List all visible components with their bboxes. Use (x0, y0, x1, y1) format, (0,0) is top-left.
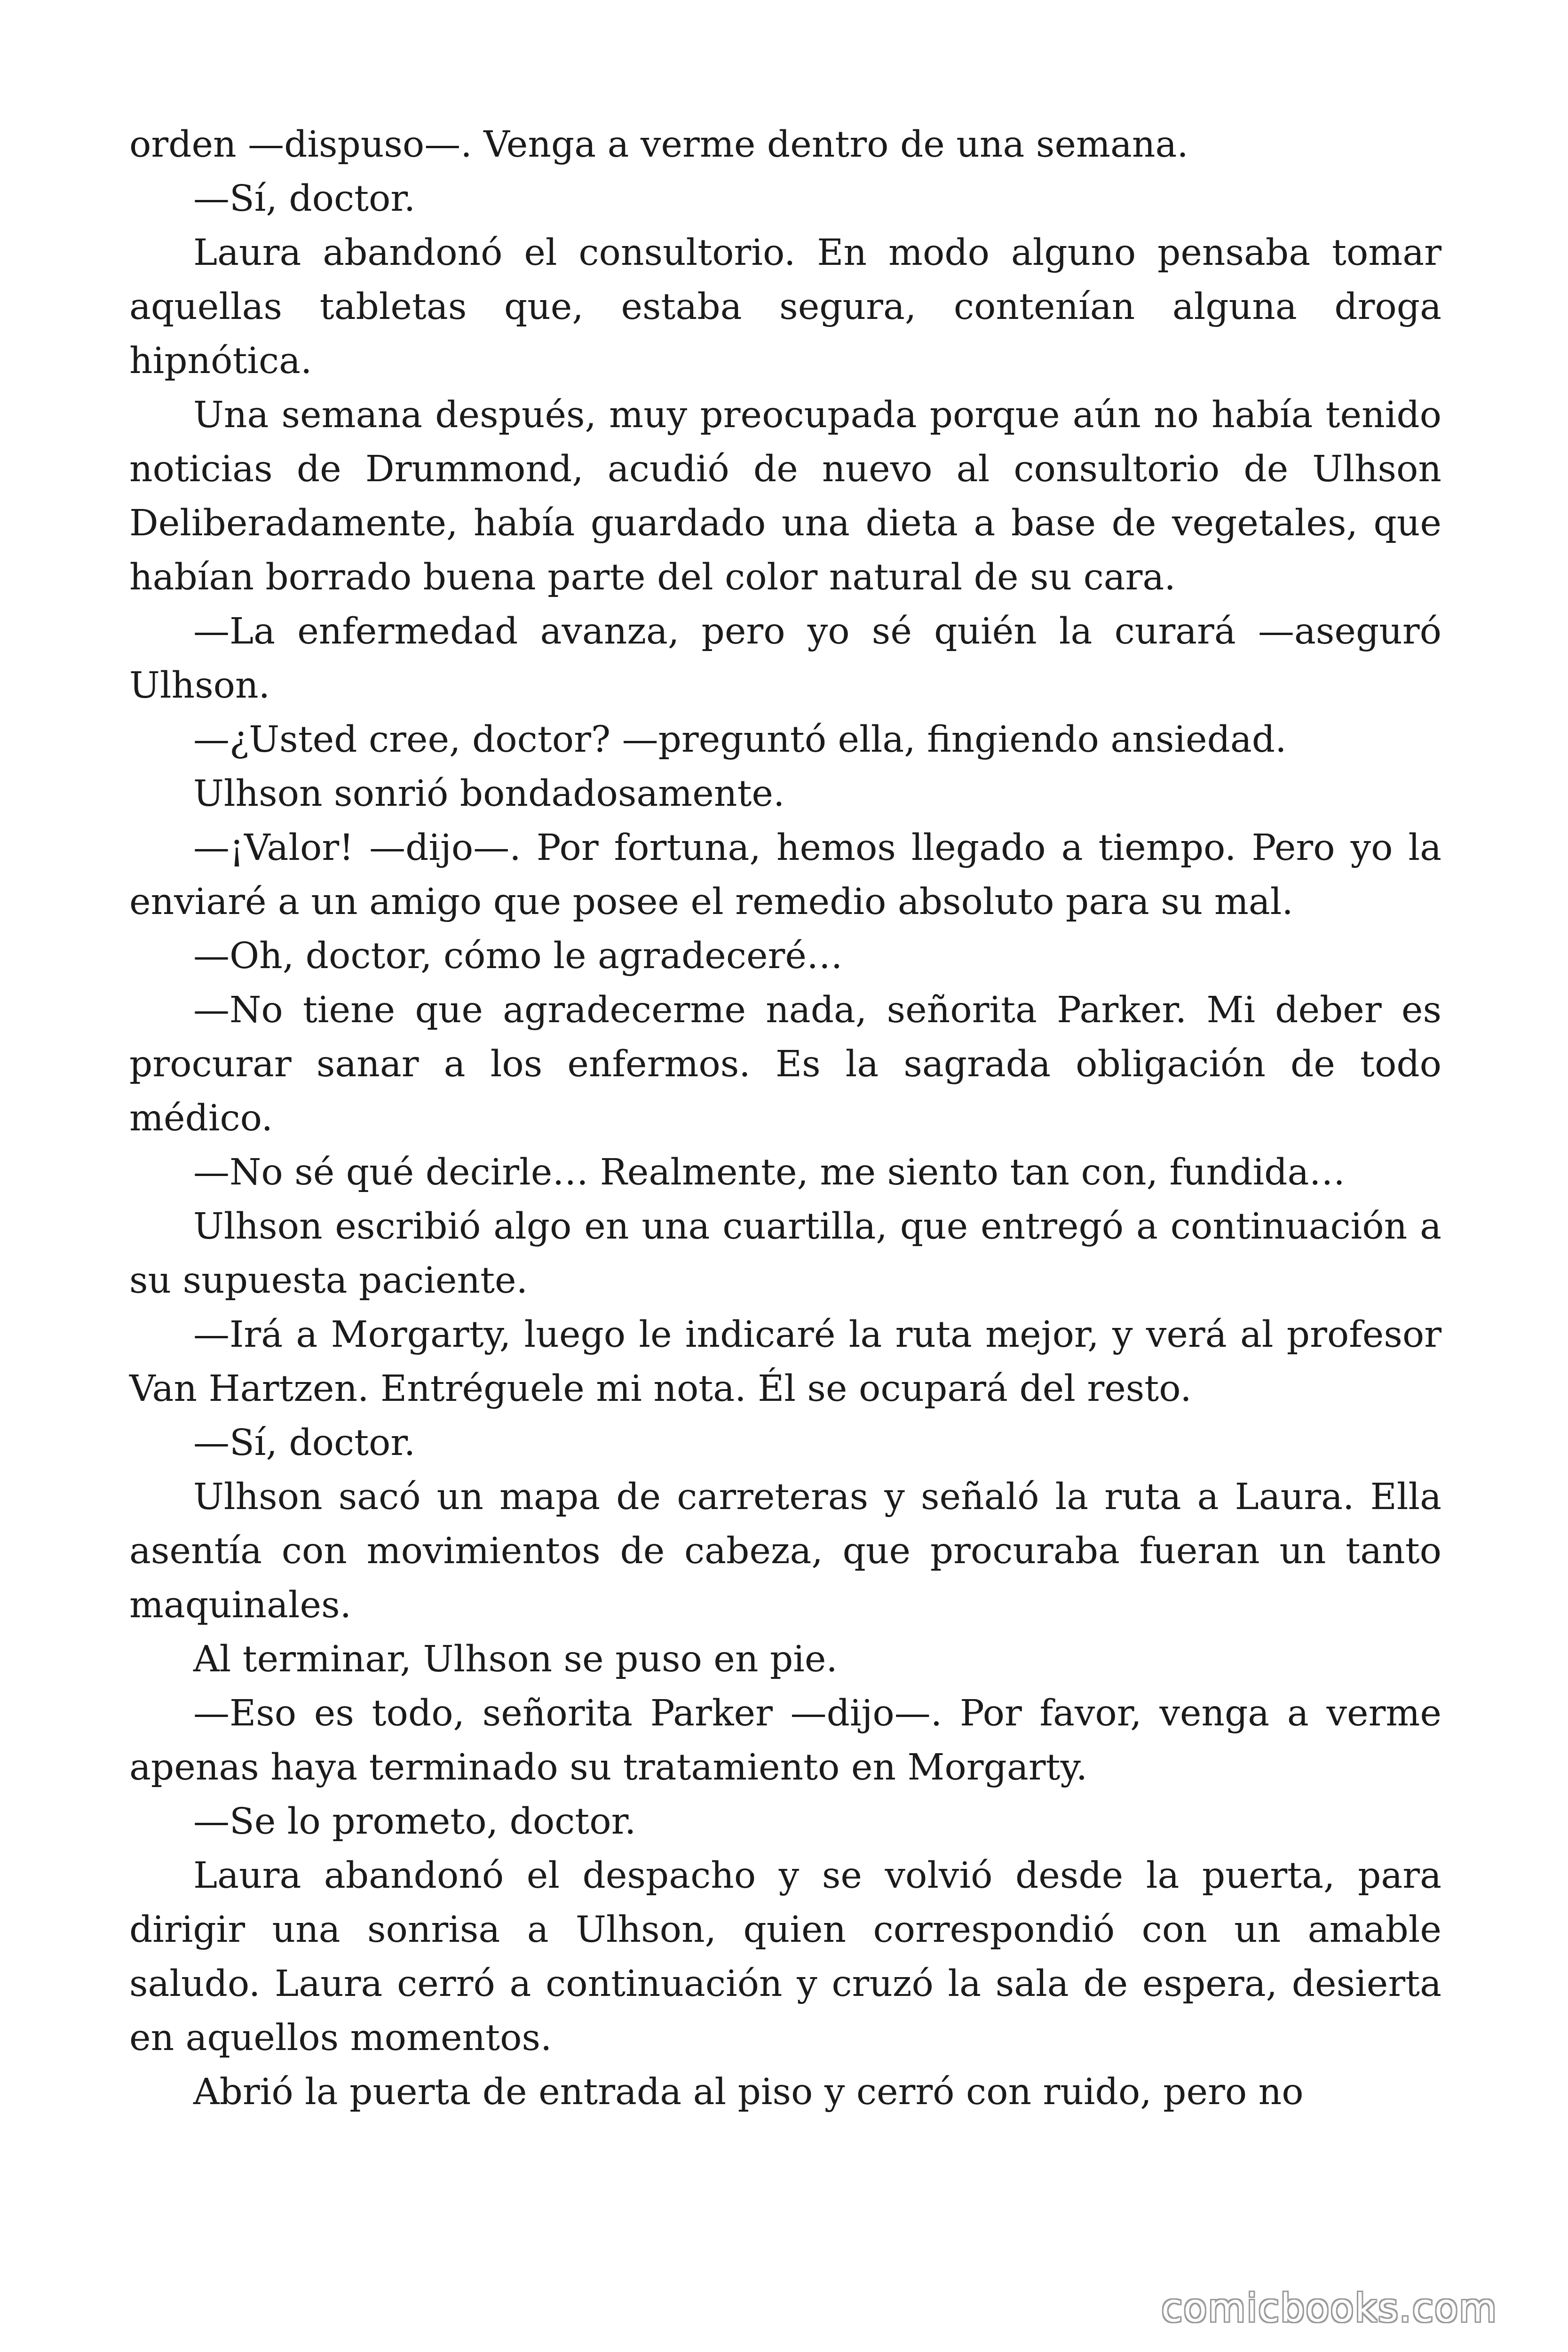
paragraph: —Oh, doctor, cómo le agradeceré… (193, 935, 843, 977)
paragraph: Laura abandonó el despacho y se volvió desde la puerta, para dirigir una sonrisa a Ulhson, quien correspondió con un amable saludo. Laura cerró a continuación y cruzó la sala de espera, desierta en aquellos momentos. (129, 1855, 1441, 2059)
watermark: comicbooks.com (1161, 2286, 1497, 2331)
paragraph: Ulhson escribió algo en una cuartilla, que entregó a continuación a su supuesta paciente. (129, 1206, 1441, 1302)
paragraph: Ulhson sacó un mapa de carreteras y señaló la ruta a Laura. Ella asentía con movimientos de cabeza, que procuraba fueran un tanto maquinales. (129, 1476, 1441, 1626)
paragraph: —Sí, doctor. (193, 178, 416, 220)
paragraph: Abrió la puerta de entrada al piso y cerró con ruido, pero no (193, 2071, 1304, 2113)
paragraph: —Eso es todo, señorita Parker —dijo—. Por favor, venga a verme apenas haya terminado su tratamiento en Morgarty. (129, 1692, 1441, 1788)
paragraph: —¡Valor! —dijo—. Por fortuna, hemos llegado a tiempo. Pero yo la enviaré a un amigo que posee el remedio absoluto para su mal. (129, 827, 1441, 923)
paragraph: —La enfermedad avanza, pero yo sé quién la curará —aseguró Ulhson. (129, 611, 1441, 707)
paragraph: —No tiene que agradecerme nada, señorita Parker. Mi deber es procurar sanar a los enfermos. Es la sagrada obligación de todo médico. (129, 989, 1441, 1139)
paragraph: Al terminar, Ulhson se puso en pie. (193, 1638, 838, 1680)
paragraph: orden —dispuso—. Venga a verme dentro de una semana. (129, 124, 1188, 166)
paragraph: Una semana después, muy preocupada porque aún no había tenido noticias de Drummond, acudió de nuevo al consultorio de Ulhson Deliberadamente, había guardado una dieta a base de vegetales, que habían borrado buena parte del color natural de su cara. (129, 394, 1441, 598)
paragraph: —Sí, doctor. (193, 1422, 416, 1464)
body-text (129, 118, 1441, 2119)
paragraph: —¿Usted cree, doctor? —preguntó ella, fingiendo ansiedad. (193, 719, 1287, 761)
paragraph: Laura abandonó el consultorio. En modo alguno pensaba tomar aquellas tabletas que, estaba segura, contenían alguna droga hipnótica. (129, 232, 1441, 382)
paragraph: —Irá a Morgarty, luego le indicaré la ruta mejor, y verá al profesor Van Hartzen. Entréguele mi nota. Él se ocupará del resto. (129, 1314, 1441, 1410)
paragraph: —No sé qué decirle… Realmente, me siento tan con, fundida… (193, 1152, 1346, 1193)
paragraph: —Se lo prometo, doctor. (193, 1801, 636, 1843)
paragraph: Ulhson sonrió bondadosamente. (193, 773, 785, 815)
